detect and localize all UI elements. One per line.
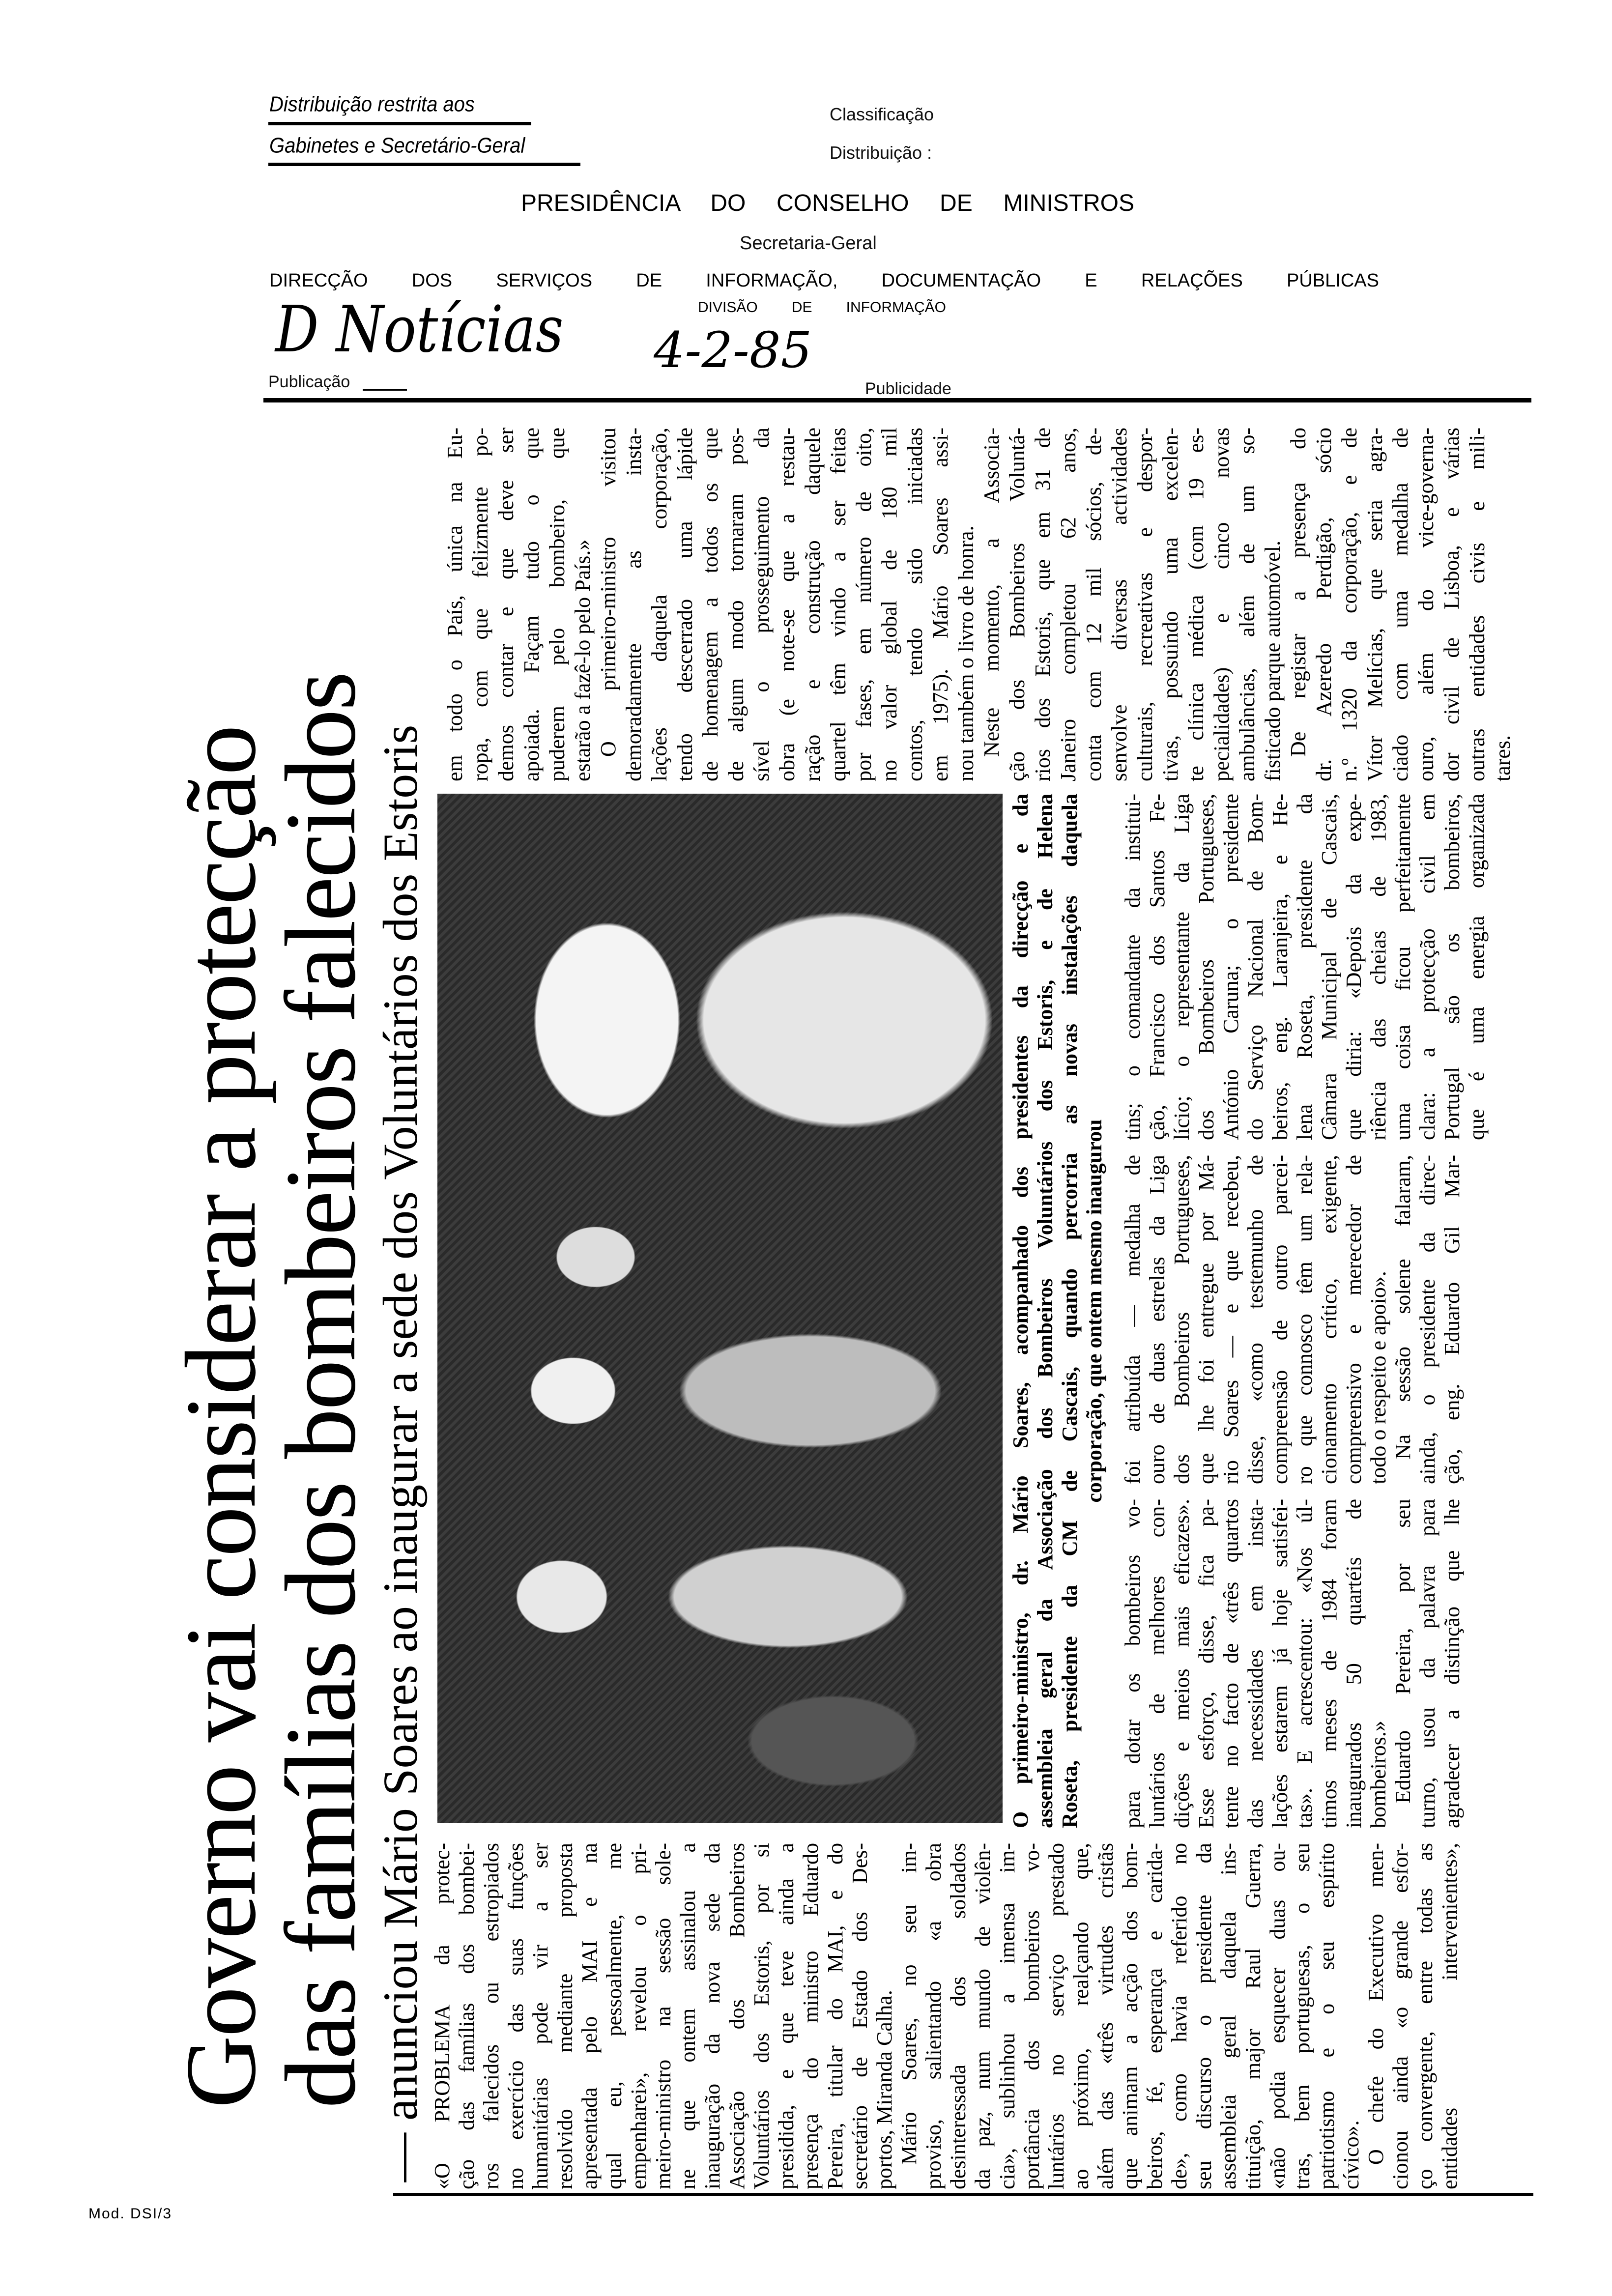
text-line: demos contar e que deve ser bbox=[494, 428, 518, 781]
text-line: no exercício das suas funções bbox=[504, 1843, 528, 2189]
text-line: ciado com uma medalha de bbox=[1388, 428, 1412, 781]
text-line: beiros, fé, esperança e carida- bbox=[1143, 1843, 1167, 2189]
text-line: António Caruna; o presidente bbox=[1219, 794, 1243, 1140]
text-line: cionamento crítico, exigente, bbox=[1317, 1155, 1341, 1484]
text-line: beiros, eng. Laranjeira, e He- bbox=[1268, 794, 1292, 1140]
text-line: Câmara Municipal de Cascais, bbox=[1317, 794, 1341, 1140]
text-line: O primeiro-ministro visitou bbox=[596, 428, 620, 757]
organization-title: PRESIDÊNCIA DO CONSELHO DE MINISTROS bbox=[521, 190, 1134, 216]
text-line: Neste momento, a Associa- bbox=[979, 428, 1004, 757]
text-line: em todo o País, única na Eu- bbox=[443, 428, 467, 781]
text-line: quartel têm vindo a ser feitas bbox=[826, 428, 850, 781]
text-line: além das «três virtudes cristãs bbox=[1094, 1843, 1118, 2189]
text-line: senvolve diversas actividades bbox=[1107, 428, 1131, 781]
text-line: puderem pelo bombeiro, que bbox=[545, 428, 569, 781]
text-line: agradecer a distinção que lhe bbox=[1440, 1499, 1464, 1828]
text-line: dr. Azeredo Perdigão, sócio bbox=[1312, 428, 1336, 781]
publication-label: Publicação bbox=[268, 373, 350, 391]
text-line: ção, eng. Eduardo Gil Mar- bbox=[1440, 1155, 1464, 1484]
text-line: uma coisa ficou perfeitamente bbox=[1391, 794, 1415, 1140]
text-line: clara: a protecção civil em bbox=[1415, 794, 1439, 1140]
text-line: meiro-ministro na sessão sole- bbox=[651, 1843, 675, 2189]
text-line: do Serviço Nacional de Bom- bbox=[1243, 794, 1267, 1140]
text-line: fisticado parque automóvel. bbox=[1261, 541, 1285, 781]
directorate-title: DIRECÇÃO DOS SERVIÇOS DE INFORMAÇÃO, DOCUMENTAÇÃO E RELAÇÕES PÚBLICAS bbox=[269, 270, 1379, 291]
article-column-3 bbox=[1121, 1155, 1465, 1484]
secretariat-label: Secretaria-Geral bbox=[740, 233, 877, 254]
text-line: lício; o representante da Liga bbox=[1170, 794, 1194, 1140]
text-line: bombeiros.» bbox=[1366, 1721, 1390, 1828]
news-photo bbox=[437, 794, 1003, 1823]
text-line: ro que connosco têm um rela- bbox=[1293, 1155, 1317, 1484]
text-line: assembleia geral daquela ins- bbox=[1216, 1843, 1240, 2189]
text-line: inauguração da nova sede da bbox=[700, 1843, 724, 2189]
text-line: Eduardo Pereira, por seu bbox=[1391, 1499, 1415, 1804]
text-line: inaugurados 50 quartéis de bbox=[1342, 1499, 1366, 1828]
text-line: secretário de Estado dos Des- bbox=[848, 1843, 872, 2189]
clipping-bottom-border bbox=[393, 2193, 1533, 2196]
text-line: ainda, o presidente da direc- bbox=[1415, 1155, 1439, 1484]
subheadline: — anunciou Mário Soares ao inaugurar a sede dos Voluntários dos Estoris bbox=[373, 724, 428, 2182]
distribution-label: Distribuição : bbox=[830, 143, 932, 163]
article-column-4 bbox=[1121, 794, 1489, 1140]
text-line: resolvido mediante proposta bbox=[553, 1843, 577, 2189]
text-line: tins; o comandante da institui- bbox=[1121, 794, 1145, 1140]
text-line: conta com 12 mil sócios, de- bbox=[1082, 428, 1106, 781]
text-line: cionou ainda «o grande esfor- bbox=[1388, 1843, 1412, 2189]
text-line: apoiada. Façam tudo o que bbox=[519, 428, 544, 781]
text-line: dor civil de Lisboa, e várias bbox=[1439, 428, 1464, 781]
handwritten-date: 4-2-85 bbox=[654, 321, 812, 379]
underline bbox=[268, 163, 580, 166]
text-line: que é uma energia organizada bbox=[1465, 794, 1489, 1140]
article-column-5 bbox=[442, 428, 1516, 781]
text-line: de», como havia referido no bbox=[1167, 1843, 1191, 2189]
text-line: ção, Francisco dos Santos Fe- bbox=[1145, 794, 1169, 1140]
text-line: entidades intervenientes», bbox=[1438, 1843, 1462, 2189]
text-line: ço convergente, entre todas as bbox=[1413, 1843, 1437, 2189]
text-line: ção dos Bombeiros Voluntá- bbox=[1005, 428, 1029, 781]
text-line: rio Soares — e que recebeu, bbox=[1219, 1155, 1243, 1484]
caption-line: Roseta, presidente da CM de Cascais, quando percorria as novas instalações daquela bbox=[1058, 794, 1082, 1828]
text-line: Pereira, titular do MAI, e do bbox=[823, 1843, 847, 2189]
text-line: ambulâncias, além de um so- bbox=[1235, 428, 1259, 781]
text-line: dos Bombeiros Portugueses, bbox=[1170, 1155, 1194, 1484]
text-line: Voluntários dos Estoris, por si bbox=[749, 1843, 774, 2189]
text-line: Portugal são os bombeiros, bbox=[1440, 794, 1464, 1140]
text-line: tares. bbox=[1491, 735, 1515, 781]
text-line: contos, tendo sido iniciadas bbox=[903, 428, 927, 781]
text-line: das necessidades em insta- bbox=[1243, 1499, 1267, 1828]
newspaper-clipping bbox=[162, 398, 1538, 2197]
text-line: «O PROBLEMA da protec- bbox=[430, 1843, 454, 2189]
division-label: DIVISÃO DE INFORMAÇÃO bbox=[698, 299, 946, 316]
text-line: tituição, major Raul Guerra, bbox=[1241, 1843, 1265, 2189]
publication-blank-line bbox=[363, 389, 407, 391]
text-line: disse, «como testemunho de bbox=[1243, 1155, 1267, 1484]
cabinets-label: Gabinetes e Secretário-Geral bbox=[269, 134, 525, 158]
photo-caption bbox=[1008, 794, 1107, 1828]
headline-line-2: das famílias dos bombeiros falecidos bbox=[265, 673, 376, 2108]
text-line: riência das cheias de 1983, bbox=[1366, 794, 1390, 1140]
text-line: luntários no serviço prestado bbox=[1044, 1843, 1068, 2189]
text-line: tas». E acrescentou: «Nos úl- bbox=[1293, 1499, 1317, 1828]
text-line: que lhe foi entregue por Má- bbox=[1194, 1155, 1218, 1484]
text-line: outras entidades civis e mili- bbox=[1465, 428, 1489, 781]
text-line: De registar a presença do bbox=[1286, 428, 1310, 757]
text-line: portos, Miranda Calha. bbox=[872, 1990, 896, 2189]
classification-label: Classificação bbox=[830, 104, 934, 124]
text-line: proviso, salientando «a obra bbox=[921, 1843, 946, 2189]
text-line: turno, usou da palavra para bbox=[1415, 1499, 1439, 1828]
text-line: rios dos Estoris, que em 31 de bbox=[1031, 428, 1055, 781]
text-line: estarão a fazê-lo pelo País.» bbox=[571, 539, 595, 781]
text-line: empenharei», revelou o pri- bbox=[627, 1843, 651, 2189]
text-line: de algum modo tornaram pos- bbox=[724, 428, 748, 781]
underline bbox=[268, 122, 531, 125]
text-line: cívico». bbox=[1339, 2120, 1363, 2189]
caption-line: corporação, que ontem mesmo inaugurou bbox=[1082, 1119, 1106, 1503]
text-line: tente no facto de «três quartos bbox=[1219, 1499, 1243, 1828]
text-line: todo o respeito e apoio». bbox=[1366, 1271, 1390, 1484]
text-line: Na sessão solene falaram, bbox=[1391, 1155, 1415, 1460]
text-line: em 1975). Mário Soares assi- bbox=[928, 428, 952, 781]
text-line: culturais, recreativas e despor- bbox=[1133, 428, 1157, 781]
text-line: patriotismo e o seu espírito bbox=[1315, 1843, 1339, 2189]
text-line: da paz, num mundo de violên- bbox=[971, 1843, 995, 2189]
advertising-label: Publicidade bbox=[865, 379, 951, 398]
article-column-1 bbox=[430, 1843, 1462, 2189]
text-line: ao próximo, realçando que, bbox=[1069, 1843, 1093, 2189]
text-line: desinteressada dos soldados bbox=[946, 1843, 970, 2189]
text-line: que animam a acção dos bom- bbox=[1118, 1843, 1142, 2189]
text-line: que diria: «Depois da expe- bbox=[1342, 794, 1366, 1140]
text-line: ouro, além do vice-governa- bbox=[1414, 428, 1438, 781]
text-line: timos meses de 1984 foram bbox=[1317, 1499, 1341, 1828]
text-line: portância dos bombeiros vo- bbox=[1020, 1843, 1044, 2189]
text-line: humanitárias pode vir a ser bbox=[528, 1843, 552, 2189]
article-column-2 bbox=[1121, 1499, 1465, 1828]
text-line: dos Bombeiros Portugueses, bbox=[1194, 794, 1218, 1140]
text-line: ne que ontem assinalou a bbox=[676, 1843, 700, 2189]
text-line: ção das famílias dos bombei- bbox=[455, 1843, 479, 2189]
text-line: pecialidades) e cinco novas bbox=[1209, 428, 1234, 781]
text-line: lações estarem já hoje satisfei- bbox=[1268, 1499, 1292, 1828]
form-code: Mod. DSI/3 bbox=[88, 2206, 173, 2222]
headline-line-1: Governo vai considerar a protecção bbox=[165, 726, 277, 2108]
handwritten-publication: D Notícias bbox=[275, 292, 564, 367]
text-line: demoradamente as insta- bbox=[622, 428, 646, 781]
text-line: dições e meios mais eficazes». bbox=[1170, 1499, 1194, 1828]
text-line: «não podia esquecer duas ou- bbox=[1266, 1843, 1290, 2189]
text-line: luntários de melhores con- bbox=[1145, 1499, 1169, 1828]
text-line: Esse esforço, disse, fica pa- bbox=[1194, 1499, 1218, 1828]
text-line: n.º 1320 da corporação, e de bbox=[1337, 428, 1361, 781]
text-line: presidida, e que teve ainda a bbox=[774, 1843, 798, 2189]
text-line: ouro de duas estrelas da Liga bbox=[1145, 1155, 1169, 1484]
text-line: cia», sublinhou a imensa im- bbox=[995, 1843, 1019, 2189]
text-line: compreensão de outro parcei- bbox=[1268, 1155, 1292, 1484]
text-line: Janeiro completou 62 anos, bbox=[1056, 428, 1080, 781]
text-line: seu discurso o presidente da bbox=[1192, 1843, 1216, 2189]
text-line: ros falecidos ou estropiados bbox=[479, 1843, 503, 2189]
text-line: compreensivo e merecedor de bbox=[1342, 1155, 1366, 1484]
text-line: presença do ministro Eduardo bbox=[799, 1843, 823, 2189]
text-line: de homenagem a todos os que bbox=[698, 428, 722, 781]
text-line: no valor global de 180 mil bbox=[877, 428, 901, 781]
text-line: foi atribuída — medalha de bbox=[1121, 1155, 1145, 1484]
text-line: lena Roseta, presidente da bbox=[1293, 794, 1317, 1140]
text-line: qual eu, pessoalmente, me bbox=[602, 1843, 626, 2189]
text-line: Vítor Melícias, que seria agra- bbox=[1363, 428, 1387, 781]
text-line: ropa, com que felizmente po- bbox=[468, 428, 492, 781]
text-line: tivas, possuindo uma excelen- bbox=[1158, 428, 1182, 781]
text-line: sível o prosseguimento da bbox=[749, 428, 774, 781]
text-line: O chefe do Executivo men- bbox=[1364, 1843, 1388, 2165]
text-line: obra (e note-se que a restau- bbox=[775, 428, 799, 781]
distribution-restricted-label: Distribuição restrita aos bbox=[269, 92, 475, 116]
text-line: por fases, em número de oito, bbox=[852, 428, 876, 781]
caption-line: assembleia geral da Associação dos Bombeiros Voluntários dos Estoris, e de Helena bbox=[1033, 794, 1057, 1828]
text-line: apresentada pelo MAI e na bbox=[577, 1843, 602, 2189]
text-line: Associação dos Bombeiros bbox=[725, 1843, 749, 2189]
text-line: para dotar os bombeiros vo- bbox=[1121, 1499, 1145, 1828]
text-line: tendo descerrado uma lápide bbox=[673, 428, 697, 781]
caption-line: O primeiro-ministro, dr. Mário Soares, acompanhado dos presidentes da direcção e da bbox=[1008, 794, 1033, 1828]
text-line: nou também o livro de honra. bbox=[954, 525, 978, 781]
text-line: ração e construção daquele bbox=[801, 428, 825, 781]
text-line: Mário Soares, no seu im- bbox=[897, 1843, 921, 2165]
text-line: tras, bem portuguesas, o seu bbox=[1290, 1843, 1314, 2189]
text-line: lações daquela corporação, bbox=[647, 428, 671, 781]
text-line: te clínica médica (com 19 es- bbox=[1184, 428, 1208, 781]
